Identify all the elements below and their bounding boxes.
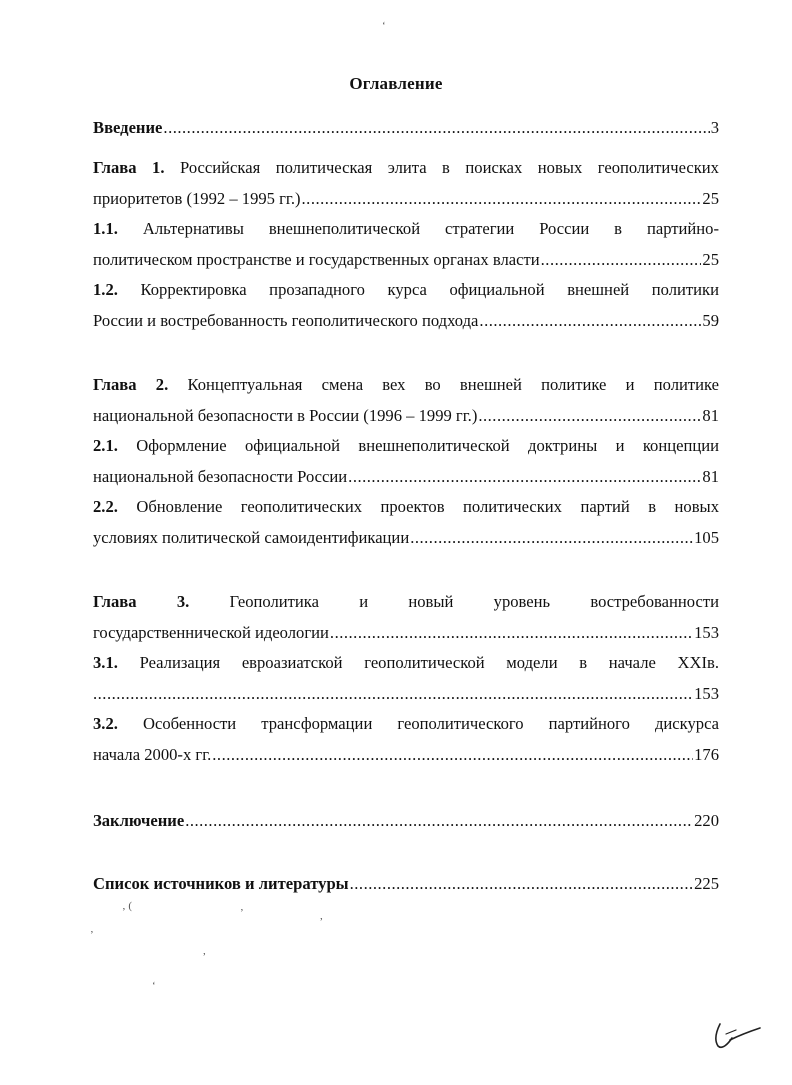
section-2-2-title-part-1: Обновление геополитических проектов политических партий в новых bbox=[136, 497, 719, 516]
chapter-3-label: Глава 3. bbox=[93, 592, 190, 611]
section-2-1-number: 2.1. bbox=[93, 436, 118, 455]
chapter-3-title-part-1: Геополитика и новый уровень востребованности bbox=[229, 592, 719, 611]
chapter-1-line-2 bbox=[93, 184, 719, 215]
section-3-2-title-part-1: Особенности трансформации геополитического партийного дискурса bbox=[142, 714, 719, 733]
section-1-1-title-part-1: Альтернативы внешнеполитической стратегии России в партийно- bbox=[142, 219, 719, 238]
section-1-1-number: 1.1. bbox=[93, 219, 118, 238]
chapter-2-label: Глава 2. bbox=[93, 375, 169, 394]
section-3-1-title-part-1: Реализация евроазиатской геополитической модели в начале XXIв. bbox=[139, 653, 719, 672]
section-3-2-line-1 bbox=[93, 709, 719, 740]
section-3-2-line-2 bbox=[93, 740, 719, 771]
chapter-2-title-part-1: Концептуальная смена вех во внешней политике и политике bbox=[187, 375, 720, 394]
chapter-2-line-1 bbox=[93, 370, 719, 401]
sources-label: Список источников и литературы bbox=[93, 874, 349, 893]
section-1-2-line-1 bbox=[93, 275, 719, 306]
toc-entry-conclusion bbox=[93, 806, 719, 837]
toc-title: Оглавление bbox=[349, 74, 443, 93]
dot-leader bbox=[302, 184, 702, 215]
handwritten-signature-icon bbox=[712, 1018, 764, 1052]
scan-speck: , bbox=[203, 945, 206, 957]
toc-chapter-1-block bbox=[93, 153, 719, 336]
section-2-2-page: 105 bbox=[694, 527, 719, 547]
section-2-2-number: 2.2. bbox=[93, 497, 118, 516]
section-2-1-title-part-1: Оформление официальной внешнеполитической доктрины и концепции bbox=[136, 436, 719, 455]
scan-speck: ’ bbox=[240, 907, 244, 919]
toc-conclusion bbox=[93, 806, 719, 837]
section-3-1-line-1 bbox=[93, 648, 719, 679]
section-2-1-line-2 bbox=[93, 462, 719, 493]
toc-sources bbox=[93, 869, 719, 900]
chapter-2-page: 81 bbox=[702, 405, 719, 425]
chapter-2-title-part-2: национальной безопасности в России (1996 – 1999 гг.) bbox=[93, 405, 478, 425]
section-1-1-title-part-2: политическом пространстве и государственных органах власти bbox=[93, 249, 540, 269]
section-2-2-title-part-2: условиях политической самоидентификации bbox=[93, 527, 410, 547]
scan-speck: ’ bbox=[90, 929, 94, 941]
dot-leader bbox=[350, 869, 693, 900]
toc-entry-intro bbox=[93, 113, 719, 144]
section-3-2-title-part-2: начала 2000-х гг. bbox=[93, 744, 212, 764]
dot-leader bbox=[478, 401, 701, 432]
conclusion-page: 220 bbox=[694, 811, 719, 830]
section-1-2-title-part-1: Корректировка прозападного курса официальной внешней политики bbox=[140, 280, 719, 299]
section-1-2-line-2 bbox=[93, 306, 719, 337]
toc-chapter-2-block bbox=[93, 370, 719, 553]
chapter-3-line-1 bbox=[93, 587, 719, 618]
section-1-2-number: 1.2. bbox=[93, 280, 118, 299]
section-1-2-title-part-2: России и востребованность геополитического подхода bbox=[93, 310, 479, 330]
chapter-1-title-part-1: Российская политическая элита в поисках новых геополитических bbox=[180, 158, 719, 177]
toc-chapter-3-block bbox=[93, 587, 719, 770]
toc-entry-sources bbox=[93, 869, 719, 900]
dot-leader bbox=[541, 245, 702, 276]
dot-leader bbox=[93, 679, 693, 710]
section-3-1-number: 3.1. bbox=[93, 653, 118, 672]
dot-leader bbox=[163, 113, 709, 144]
section-3-2-number: 3.2. bbox=[93, 714, 118, 733]
chapter-2-line-2 bbox=[93, 401, 719, 432]
section-1-1-line-1 bbox=[93, 214, 719, 245]
section-3-1-page: 153 bbox=[694, 683, 719, 703]
section-1-2-page: 59 bbox=[702, 310, 719, 330]
section-1-1-line-2 bbox=[93, 245, 719, 276]
section-3-2-page: 176 bbox=[694, 744, 719, 764]
dot-leader bbox=[185, 806, 693, 837]
section-2-2-line-1 bbox=[93, 492, 719, 523]
chapter-1-title-part-2: приоритетов (1992 – 1995 гг.) bbox=[93, 188, 301, 208]
conclusion-label: Заключение bbox=[93, 811, 185, 830]
scan-speck: ‘ bbox=[152, 980, 156, 992]
chapter-3-title-part-2: государственнической идеологии bbox=[93, 622, 329, 642]
chapter-1-line-1 bbox=[93, 153, 719, 184]
chapter-1-label: Глава 1. bbox=[93, 158, 165, 177]
chapter-1-page: 25 bbox=[702, 188, 719, 208]
dot-leader bbox=[330, 618, 693, 649]
scan-speck: ‚ ( bbox=[122, 900, 133, 912]
section-2-1-title-part-2: национальной безопасности России bbox=[93, 466, 348, 486]
section-2-1-line-1 bbox=[93, 431, 719, 462]
dot-leader bbox=[212, 740, 693, 771]
section-3-1-line-2 bbox=[93, 679, 719, 710]
dot-leader bbox=[348, 462, 701, 493]
section-2-2-line-2 bbox=[93, 523, 719, 554]
chapter-3-page: 153 bbox=[694, 622, 719, 642]
section-1-1-page: 25 bbox=[702, 249, 719, 269]
section-2-1-page: 81 bbox=[702, 466, 719, 486]
dot-leader bbox=[479, 306, 701, 337]
intro-page: 3 bbox=[710, 118, 719, 137]
dot-leader bbox=[410, 523, 693, 554]
intro-label: Введение bbox=[93, 118, 163, 137]
sources-page: 225 bbox=[694, 874, 719, 893]
toc-intro bbox=[93, 113, 719, 144]
chapter-3-line-2 bbox=[93, 618, 719, 649]
scan-speck: , bbox=[320, 910, 323, 922]
scan-speck: ‘ bbox=[382, 20, 386, 32]
